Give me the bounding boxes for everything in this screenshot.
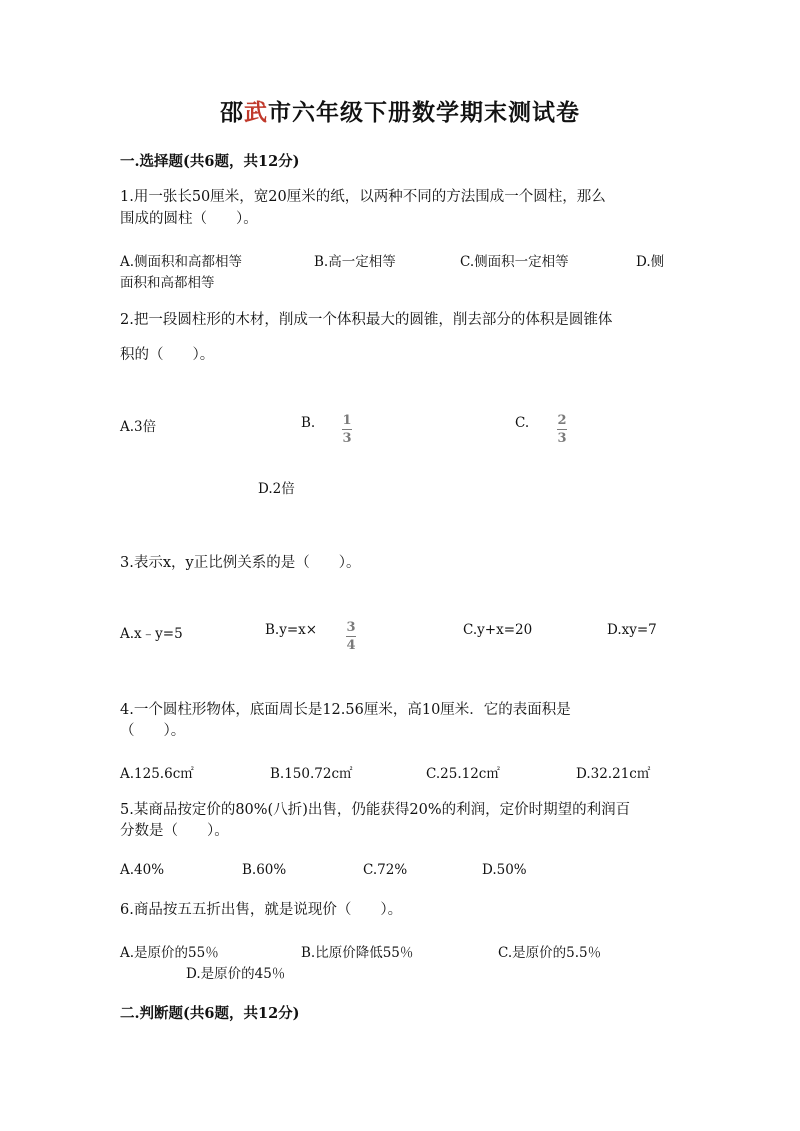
question-3-option-d[interactable]: D.xy=7 xyxy=(607,622,657,638)
question-1-option-d-continued: 面积和高都相等 xyxy=(120,275,215,291)
question-1-option-d[interactable]: D.侧 xyxy=(636,254,665,270)
question-1-text-line1: 1.用一张长50厘米，宽20厘米的纸，以两种不同的方法围成一个圆柱，那么 xyxy=(120,189,606,205)
question-1-option-c[interactable]: C.侧面积一定相等 xyxy=(460,254,569,270)
section-heading-true-false: 二.判断题(共6题，共12分) xyxy=(120,1005,300,1022)
fraction-denominator: 3 xyxy=(557,431,567,446)
fraction-bar xyxy=(342,429,352,430)
question-4-option-a[interactable]: A.125.6c㎡ xyxy=(120,766,194,782)
question-1-option-a[interactable]: A.侧面积和高都相等 xyxy=(120,254,243,270)
question-6-option-a[interactable]: A.是原价的55％ xyxy=(120,945,219,961)
question-3-option-a[interactable]: A.x﹣y=5 xyxy=(120,626,183,642)
question-3-option-c[interactable]: C.y+x=20 xyxy=(463,622,533,638)
question-4-option-c[interactable]: C.25.12c㎡ xyxy=(426,766,500,782)
question-2-text-line2: 积的（ ）。 xyxy=(120,347,215,363)
question-1-text-line2: 围成的圆柱（ ）。 xyxy=(120,211,258,227)
question-2-option-b[interactable]: B. xyxy=(301,415,316,431)
fraction-numerator: 3 xyxy=(346,620,356,635)
fraction-bar xyxy=(557,429,567,430)
question-6-option-d[interactable]: D.是原价的45％ xyxy=(186,966,286,982)
question-5-option-b[interactable]: B.60% xyxy=(242,862,287,878)
fraction-denominator: 3 xyxy=(342,431,352,446)
question-2-option-a[interactable]: A.3倍 xyxy=(120,419,157,435)
section-heading-multiple-choice: 一.选择题(共6题，共12分) xyxy=(120,153,300,170)
question-2-option-b-fraction xyxy=(342,409,352,445)
question-3-option-b-fraction xyxy=(346,616,356,652)
question-5-option-c[interactable]: C.72% xyxy=(363,862,408,878)
question-2-option-c[interactable]: C. xyxy=(515,415,530,431)
fraction-numerator: 1 xyxy=(342,413,352,428)
question-6-option-b[interactable]: B.比原价降低55％ xyxy=(301,945,414,961)
page-title: 邵武市六年级下册数学期末测试卷 xyxy=(220,99,580,126)
question-3-text: 3.表示x，y正比例关系的是（ ）。 xyxy=(120,555,361,571)
question-5-option-a[interactable]: A.40% xyxy=(120,862,165,878)
fraction-bar xyxy=(346,636,356,637)
question-2-text-line1: 2.把一段圆柱形的木材，削成一个体积最大的圆锥，削去部分的体积是圆锥体 xyxy=(120,312,613,328)
question-3-option-b[interactable]: B.y=x× xyxy=(265,622,318,638)
question-4-text-line2: （ ）。 xyxy=(120,723,186,739)
question-5-text-line2: 分数是（ ）。 xyxy=(120,823,229,839)
fraction-denominator: 4 xyxy=(346,638,356,653)
question-5-option-d[interactable]: D.50% xyxy=(482,862,527,878)
question-5-text-line1: 5.某商品按定价的80%(八折)出售，仍能获得20%的利润，定价时期望的利润百 xyxy=(120,802,631,818)
question-4-option-b[interactable]: B.150.72c㎡ xyxy=(270,766,353,782)
question-6-option-c[interactable]: C.是原价的5.5％ xyxy=(498,945,602,961)
question-6-text: 6.商品按五五折出售，就是说现价（ ）。 xyxy=(120,902,403,918)
question-1-option-b[interactable]: B.高一定相等 xyxy=(314,254,396,270)
question-2-option-d[interactable]: D.2倍 xyxy=(258,481,295,497)
fraction-numerator: 2 xyxy=(557,413,567,428)
question-4-option-d[interactable]: D.32.21c㎡ xyxy=(576,766,651,782)
question-2-option-c-fraction xyxy=(557,409,567,445)
question-4-text-line1: 4.一个圆柱形物体，底面周长是12.56厘米，高10厘米．它的表面积是 xyxy=(120,702,571,718)
